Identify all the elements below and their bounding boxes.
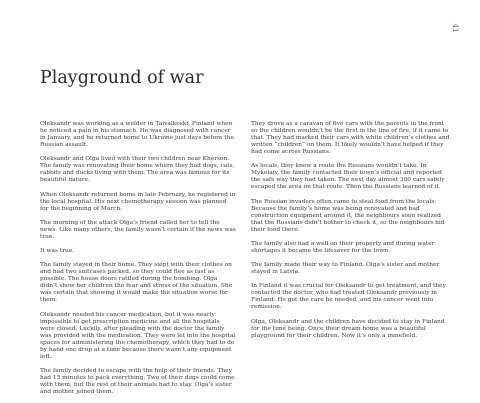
paragraph: Olga, Oleksandr and the children have decided to stay in Finland for the time being. Once their dream home was a beautiful playground for their children. Now it’s only a minefield.	[251, 318, 445, 339]
article-left-column	[40, 121, 236, 403]
paragraph: Oleksandr and Olga lived with their two children near Kherson. The family was renovating their home where they had dogs, cats, rabbits and ducks living with them. The area was famous for its beautiful nature.	[40, 156, 235, 184]
page-number: 41	[451, 23, 459, 33]
paragraph: The Russian invaders often came to steal food from the locals. Because the family’s home was being renovated and had construction equipment around it, the neighbours soon realized that the Russians didn’t bother to check it, so the neighbours hid their food there.	[251, 198, 445, 233]
paragraph: When Oleksandr returned home in late February, he registered in the local hospital. His next chemotherapy session was planned for the beginning of March.	[40, 191, 236, 212]
paragraph: Oleksandr needed his cancer medication, but it was nearly impossible to get prescription medicine and all the hospitals were closed. Luckily, after pleading with the doctor the family was provided with the medication. They were let into the hospital spaces for administering the chemotherapy, which they had to do by hand one drop at a time because there wasn’t any equipment left.	[40, 311, 236, 360]
paragraph: The family made their way to Finland. Olga’s sister and mother stayed in Latvia.	[251, 262, 440, 276]
paragraph: It was true.	[40, 248, 75, 255]
page-title: Playground of war	[40, 68, 204, 88]
paragraph: The morning of the attack Olga’s friend called her to tell the news. Like many others, the family wasn’t certain if the news was true.	[40, 219, 236, 240]
paragraph: In Finland it was crucial for Oleksandr to get treatment, and they contacted the doctor, who had treated Oleksandr previously in Finland. He got the care he needed, and his cancer went into remission.	[251, 283, 446, 311]
paragraph: As locals, they knew a route the Russians wouldn’t take. In Mykolaiv, the family contacted their town’s official and reported the safe way they had taken. The next day almost 300 cars safely escaped the area on that route. Then the Russians learned of it.	[251, 163, 445, 191]
paragraph: The family decided to escape with the help of their friends. They had 15 minutes to pack everything. Two of their dogs could come with them, but the rest of their animals had to stay. Olga’s sister and mother joined them.	[40, 367, 235, 396]
paragraph: The family also had a well on their property and during water shortages it became the lifesaver for the town.	[251, 240, 435, 254]
paragraph: They drove as a caravan of five cars with the parents in the front so the children wouldn’t be the first in the line of fire, if it came to that. They had marked their cars with white children’s clothes and written “children” on them. It likely wouldn’t have helped if they had come across Russians.	[251, 121, 450, 156]
article-right-column	[251, 121, 451, 347]
paragraph: Oleksandr was working as a welder in Taivalkoski, Finland when he noticed a pain in his stomach. He was diagnosed with cancer in January, and he returned home to Ukraine just days before the Russian assault.	[40, 121, 234, 149]
paragraph: The family stayed in their home. They slept with their clothes on and had two suitcases packed, so they could flee as fast as possible. The house doors rattled during the bombing. Olga didn’t show her children the fear and stress of the situation. She was certain that showing it would make the situation worse for them.	[40, 262, 233, 304]
